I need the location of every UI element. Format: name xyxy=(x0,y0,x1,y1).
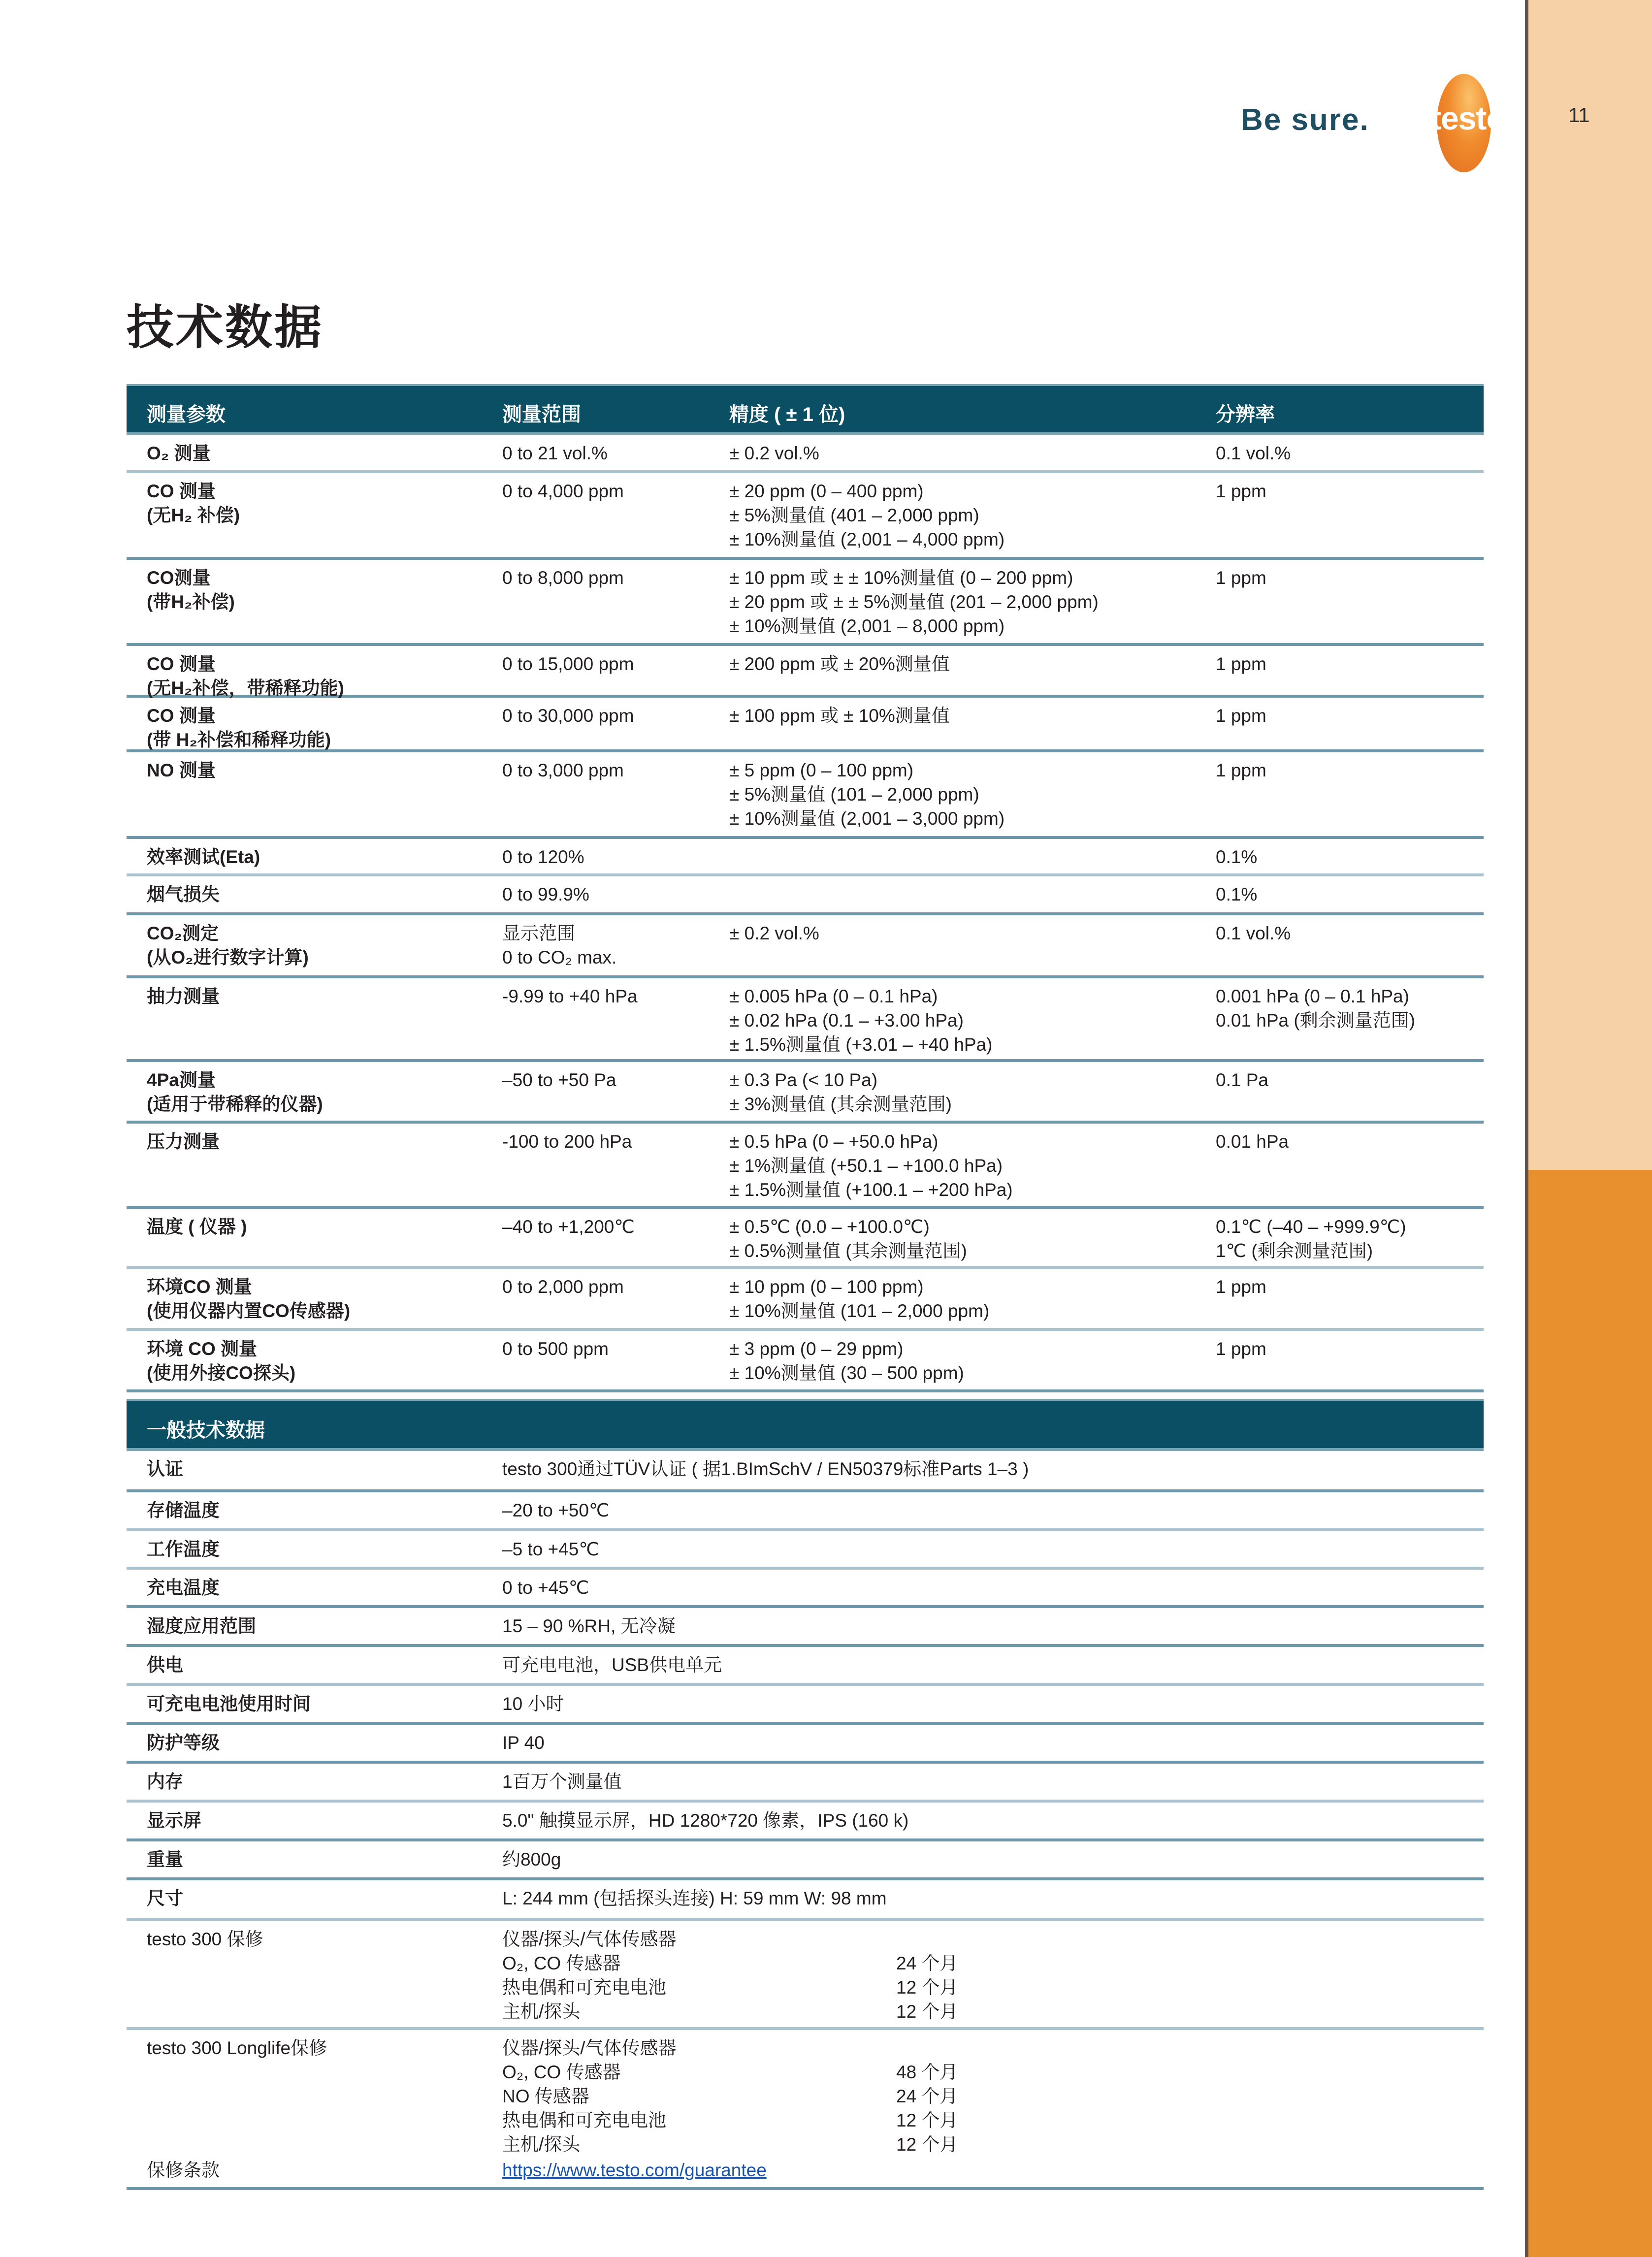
range-cell-line: 0 to 4,000 ppm xyxy=(502,481,624,501)
range-cell-line: 0 to 500 ppm xyxy=(502,1339,609,1359)
terms-label: 保修条款 xyxy=(147,2160,220,2180)
general-row xyxy=(127,1803,1484,1841)
warranty-item-period: 12 个月 xyxy=(896,2134,958,2155)
table-row xyxy=(127,876,1484,915)
param-cell xyxy=(147,758,216,782)
general-header-title: 一般技术数据 xyxy=(147,1419,265,1441)
general-value: –5 to +45℃ xyxy=(502,1539,599,1559)
accuracy-cell-line: ± 10%测量值 (30 – 500 ppm) xyxy=(729,1363,964,1383)
accuracy-cell-line: ± 0.5%测量值 (其余测量范围) xyxy=(729,1241,967,1261)
warranty-item-period: 24 个月 xyxy=(896,2086,958,2106)
general-row xyxy=(127,1492,1484,1531)
accuracy-cell-line: ± 3 ppm (0 – 29 ppm) xyxy=(729,1339,904,1359)
param-cell-line: CO 测量 xyxy=(147,481,216,501)
range-cell xyxy=(502,441,608,465)
accuracy-cell xyxy=(729,1337,964,1385)
general-value: 0 to +45℃ xyxy=(502,1578,589,1598)
longlife-heading: 仪器/探头/气体传感器 xyxy=(502,2038,677,2058)
general-value: IP 40 xyxy=(502,1733,545,1753)
range-cell xyxy=(502,1215,635,1239)
general-row xyxy=(127,1570,1484,1608)
param-cell xyxy=(147,479,240,527)
resolution-cell-line: 0.1 Pa xyxy=(1216,1070,1268,1090)
table-row xyxy=(127,1124,1484,1209)
range-cell xyxy=(502,845,584,869)
resolution-cell-line: 0.1 vol.% xyxy=(1216,923,1291,943)
general-value: L: 244 mm (包括探头连接) H: 59 mm W: 98 mm xyxy=(502,1888,887,1908)
range-cell-line: 0 to 21 vol.% xyxy=(502,443,608,463)
accuracy-cell xyxy=(729,1275,989,1323)
side-divider xyxy=(1525,0,1528,2257)
resolution-cell xyxy=(1216,758,1266,782)
general-row xyxy=(127,1647,1484,1686)
accuracy-cell-line: ± 1%测量值 (+50.1 – +100.0 hPa) xyxy=(729,1156,1003,1176)
accuracy-cell-line: ± 0.5 hPa (0 – +50.0 hPa) xyxy=(729,1131,939,1152)
param-cell-line: (使用仪器内置CO传感器) xyxy=(147,1301,351,1321)
range-cell xyxy=(502,984,638,1008)
general-row xyxy=(127,1725,1484,1764)
warranty-item-period: 12 个月 xyxy=(896,2001,958,2022)
resolution-cell-line: 0.1% xyxy=(1216,847,1258,867)
resolution-cell xyxy=(1216,652,1266,676)
range-cell xyxy=(502,758,624,782)
range-cell-line: 0 to 3,000 ppm xyxy=(502,760,624,780)
general-label: 湿度应用范围 xyxy=(147,1616,256,1636)
param-cell xyxy=(147,882,220,906)
accuracy-cell-line: ± 1.5%测量值 (+100.1 – +200 hPa) xyxy=(729,1180,1013,1200)
accuracy-cell-line: ± 10%测量值 (101 – 2,000 ppm) xyxy=(729,1301,990,1321)
resolution-cell-line: 1 ppm xyxy=(1216,1339,1266,1359)
range-cell-line: –50 to +50 Pa xyxy=(502,1070,616,1090)
param-cell xyxy=(147,921,309,969)
param-cell xyxy=(147,441,211,465)
warranty-item-period: 12 个月 xyxy=(896,1977,958,1998)
warranty-item-period: 48 个月 xyxy=(896,2062,958,2082)
longlife-row xyxy=(127,2030,1484,2190)
table-row xyxy=(127,646,1484,698)
general-value: 15 – 90 %RH, 无冷凝 xyxy=(502,1616,676,1636)
accuracy-cell xyxy=(729,1129,1013,1202)
accuracy-cell-line: ± 0.5℃ (0.0 – +100.0℃) xyxy=(729,1217,930,1237)
param-cell-line: NO 测量 xyxy=(147,760,216,780)
range-cell-line: 0 to 8,000 ppm xyxy=(502,568,624,588)
range-cell-line: 显示范围 xyxy=(502,923,575,943)
param-cell-line: 烟气损失 xyxy=(147,884,220,904)
general-value: 5.0" 触摸显示屏，HD 1280*720 像素，IPS (160 k) xyxy=(502,1810,909,1831)
table-row xyxy=(127,473,1484,560)
resolution-cell-line: 0.01 hPa xyxy=(1216,1131,1289,1152)
accuracy-cell-line: ± 0.02 hPa (0.1 – +3.00 hPa) xyxy=(729,1010,964,1031)
resolution-cell xyxy=(1216,921,1291,945)
param-cell-line: (带 H₂补偿和稀释功能) xyxy=(147,730,331,750)
general-label: 尺寸 xyxy=(147,1888,183,1908)
range-cell xyxy=(502,566,624,590)
table-row xyxy=(127,915,1484,978)
warranty-label: testo 300 保修 xyxy=(147,1929,263,1949)
general-row xyxy=(127,1451,1484,1492)
accuracy-cell xyxy=(729,1215,967,1263)
warranty-item-name: O₂, CO 传感器 xyxy=(502,2062,621,2082)
guarantee-link[interactable]: https://www.testo.com/guarantee xyxy=(502,2160,767,2180)
resolution-cell-line: 0.001 hPa (0 – 0.1 hPa) xyxy=(1216,986,1409,1006)
resolution-cell xyxy=(1216,479,1266,503)
param-cell-line: (使用外接CO探头) xyxy=(147,1363,296,1383)
side-stripe-light xyxy=(1528,0,1652,1170)
resolution-cell-line: 0.1℃ (–40 – +999.9℃) xyxy=(1216,1217,1406,1237)
accuracy-cell-line: ± 100 ppm 或 ± 10%测量值 xyxy=(729,706,950,726)
param-cell xyxy=(147,1275,350,1323)
table-row xyxy=(127,752,1484,839)
table-row xyxy=(127,839,1484,876)
param-cell-line: CO₂测定 xyxy=(147,923,219,943)
resolution-cell-line: 1 ppm xyxy=(1216,760,1266,780)
general-label: 防护等级 xyxy=(147,1733,220,1753)
general-label: 可充电电池使用时间 xyxy=(147,1694,311,1714)
resolution-cell-line: 1 ppm xyxy=(1216,654,1266,674)
param-cell xyxy=(147,652,344,700)
general-label: 工作温度 xyxy=(147,1539,220,1559)
range-cell xyxy=(502,1275,624,1299)
param-cell-line: 环境CO 测量 xyxy=(147,1277,252,1297)
table-row xyxy=(127,1062,1484,1124)
warranty-item-name: O₂, CO 传感器 xyxy=(502,1953,621,1973)
range-cell-line: 0 to 99.9% xyxy=(502,884,589,904)
general-value: –20 to +50℃ xyxy=(502,1500,610,1520)
param-cell-line: (无H₂补偿，带稀释功能) xyxy=(147,678,344,698)
header-resolution: 分辨率 xyxy=(1216,404,1275,425)
general-row xyxy=(127,1764,1484,1803)
general-value: 可充电电池，USB供电单元 xyxy=(502,1655,722,1675)
brand-name: testo xyxy=(1430,100,1506,136)
general-label: 内存 xyxy=(147,1772,183,1792)
general-row xyxy=(127,1880,1484,1921)
resolution-cell-line: 1 ppm xyxy=(1216,481,1266,501)
accuracy-cell-line: ± 0.2 vol.% xyxy=(729,443,819,463)
range-cell-line: 0 to 120% xyxy=(502,847,584,867)
param-cell xyxy=(147,984,220,1008)
param-cell-line: 抽力测量 xyxy=(147,986,220,1006)
table-row xyxy=(127,698,1484,752)
range-cell-line: 0 to 15,000 ppm xyxy=(502,654,634,674)
accuracy-cell-line: ± 0.2 vol.% xyxy=(729,923,819,943)
param-cell xyxy=(147,1129,220,1154)
param-cell xyxy=(147,1068,323,1116)
accuracy-cell-line: ± 10%测量值 (2,001 – 3,000 ppm) xyxy=(729,808,1005,829)
accuracy-cell-line: ± 5%测量值 (101 – 2,000 ppm) xyxy=(729,784,979,805)
warranty-item-name: 热电偶和可充电电池 xyxy=(502,2110,666,2130)
accuracy-cell-line: ± 20 ppm (0 – 400 ppm) xyxy=(729,481,924,501)
header-range: 测量范围 xyxy=(502,404,581,425)
general-value: testo 300通过TÜV认证 ( 据1.BImSchV / EN50379标准Parts 1–3 ) xyxy=(502,1459,1029,1479)
accuracy-cell-line: ± 0.005 hPa (0 – 0.1 hPa) xyxy=(729,986,938,1006)
general-label: 认证 xyxy=(147,1459,183,1479)
general-row xyxy=(127,1686,1484,1725)
range-cell xyxy=(502,652,634,676)
accuracy-cell xyxy=(729,441,819,465)
accuracy-cell xyxy=(729,984,992,1057)
accuracy-cell-line: ± 5 ppm (0 – 100 ppm) xyxy=(729,760,914,780)
table-row xyxy=(127,1331,1484,1392)
table-row xyxy=(127,435,1484,473)
accuracy-cell xyxy=(729,566,1099,638)
range-cell-line: -100 to 200 hPa xyxy=(502,1131,632,1152)
warranty-item-name: 主机/探头 xyxy=(502,2001,581,2022)
param-cell xyxy=(147,566,235,614)
resolution-cell xyxy=(1216,704,1266,728)
table-row xyxy=(127,978,1484,1062)
resolution-cell xyxy=(1216,566,1266,590)
page-title: 技术数据 xyxy=(127,301,324,355)
range-cell xyxy=(502,704,634,728)
range-cell-line: 0 to 30,000 ppm xyxy=(502,706,634,726)
accuracy-cell xyxy=(729,704,950,728)
accuracy-cell-line: ± 10%测量值 (2,001 – 8,000 ppm) xyxy=(729,616,1005,636)
range-cell-line: 0 to CO₂ max. xyxy=(502,947,617,967)
range-cell-line: 0 to 2,000 ppm xyxy=(502,1277,624,1297)
general-row xyxy=(127,1531,1484,1570)
range-cell xyxy=(502,1337,609,1361)
table-row xyxy=(127,1269,1484,1331)
resolution-cell xyxy=(1216,882,1257,906)
accuracy-cell-line: ± 3%测量值 (其余测量范围) xyxy=(729,1094,952,1114)
resolution-cell-line: 1 ppm xyxy=(1216,1277,1266,1297)
table-row xyxy=(127,560,1484,646)
param-cell-line: (适用于带稀释的仪器) xyxy=(147,1094,323,1114)
accuracy-cell-line: ± 10%测量值 (2,001 – 4,000 ppm) xyxy=(729,529,1005,549)
param-cell-line: CO 测量 xyxy=(147,654,216,674)
accuracy-cell xyxy=(729,1068,952,1116)
accuracy-cell xyxy=(729,652,950,676)
resolution-cell xyxy=(1216,1337,1266,1361)
range-cell xyxy=(502,921,616,969)
general-header xyxy=(127,1399,1484,1451)
accuracy-cell xyxy=(729,921,819,945)
param-cell xyxy=(147,1337,295,1385)
header-accuracy: 精度 ( ± 1 位) xyxy=(729,404,845,425)
resolution-cell xyxy=(1216,1068,1268,1092)
warranty-item-period: 12 个月 xyxy=(896,2110,958,2130)
param-cell-line: (带H₂补偿) xyxy=(147,592,235,612)
warranty-item-period: 24 个月 xyxy=(896,1953,958,1973)
accuracy-cell-line: ± 1.5%测量值 (+3.01 – +40 hPa) xyxy=(729,1034,993,1055)
table-header xyxy=(127,384,1484,435)
range-cell-line: -9.99 to +40 hPa xyxy=(502,986,638,1006)
param-cell-line: 4Pa测量 xyxy=(147,1070,216,1090)
resolution-cell-line: 0.01 hPa (剩余测量范围) xyxy=(1216,1010,1416,1031)
param-cell-line: 效率测试(Eta) xyxy=(147,847,260,867)
general-value: 1百万个测量值 xyxy=(502,1772,622,1792)
resolution-cell-line: 0.1% xyxy=(1216,884,1258,904)
brand-logo xyxy=(1231,74,1506,177)
range-cell xyxy=(502,479,624,503)
param-cell xyxy=(147,845,260,869)
general-label: 重量 xyxy=(147,1849,183,1870)
resolution-cell xyxy=(1216,441,1291,465)
warranty-heading: 仪器/探头/气体传感器 xyxy=(502,1929,677,1949)
general-row xyxy=(127,1608,1484,1647)
longlife-label: testo 300 Longlife保修 xyxy=(147,2038,327,2058)
param-cell-line: CO测量 xyxy=(147,568,211,588)
range-cell-line: –40 to +1,200℃ xyxy=(502,1217,635,1237)
resolution-cell-line: 1 ppm xyxy=(1216,706,1266,726)
accuracy-cell-line: ± 0.3 Pa (< 10 Pa) xyxy=(729,1070,878,1090)
resolution-cell-line: 1 ppm xyxy=(1216,568,1266,588)
accuracy-cell-line: ± 200 ppm 或 ± 20%测量值 xyxy=(729,654,950,674)
table-row xyxy=(127,1209,1484,1269)
header-param: 测量参数 xyxy=(147,404,226,425)
param-cell xyxy=(147,1215,247,1239)
param-cell-line: (无H₂ 补偿) xyxy=(147,505,240,525)
resolution-cell xyxy=(1216,1215,1406,1263)
brand-tagline: Be sure. xyxy=(1241,103,1369,137)
accuracy-cell-line: ± 10 ppm 或 ± ± 10%测量值 (0 – 200 ppm) xyxy=(729,568,1073,588)
param-cell-line: 环境 CO 测量 xyxy=(147,1339,258,1359)
resolution-cell-line: 1℃ (剩余测量范围) xyxy=(1216,1241,1373,1261)
param-cell-line: (从O₂进行数字计算) xyxy=(147,947,309,967)
general-label: 存储温度 xyxy=(147,1500,220,1520)
warranty-item-name: NO 传感器 xyxy=(502,2086,589,2106)
page-number: 11 xyxy=(1568,103,1590,127)
resolution-cell xyxy=(1216,1275,1266,1299)
side-stripe-dark xyxy=(1528,1170,1652,2257)
resolution-cell xyxy=(1216,984,1415,1032)
range-cell xyxy=(502,1129,632,1154)
accuracy-cell xyxy=(729,479,1004,551)
general-label: 显示屏 xyxy=(147,1810,201,1831)
param-cell-line: O₂ 测量 xyxy=(147,443,211,463)
general-label: 供电 xyxy=(147,1655,183,1675)
param-cell xyxy=(147,704,331,752)
warranty-item-name: 热电偶和可充电电池 xyxy=(502,1977,666,1998)
accuracy-cell-line: ± 10 ppm (0 – 100 ppm) xyxy=(729,1277,924,1297)
param-cell-line: 温度 ( 仪器 ) xyxy=(147,1217,247,1237)
warranty-row xyxy=(127,1921,1484,2030)
general-value: 约800g xyxy=(502,1849,561,1870)
resolution-cell xyxy=(1216,1129,1289,1154)
resolution-cell xyxy=(1216,845,1257,869)
param-cell-line: 压力测量 xyxy=(147,1131,220,1152)
accuracy-cell xyxy=(729,758,1004,831)
accuracy-cell-line: ± 20 ppm 或 ± ± 5%测量值 (201 – 2,000 ppm) xyxy=(729,592,1099,612)
general-label: 充电温度 xyxy=(147,1578,220,1598)
general-row xyxy=(127,1841,1484,1880)
param-cell-line: CO 测量 xyxy=(147,706,216,726)
resolution-cell-line: 0.1 vol.% xyxy=(1216,443,1291,463)
general-value: 10 小时 xyxy=(502,1694,564,1714)
accuracy-cell-line: ± 5%测量值 (401 – 2,000 ppm) xyxy=(729,505,979,525)
range-cell xyxy=(502,882,589,906)
warranty-item-name: 主机/探头 xyxy=(502,2134,581,2155)
range-cell xyxy=(502,1068,616,1092)
